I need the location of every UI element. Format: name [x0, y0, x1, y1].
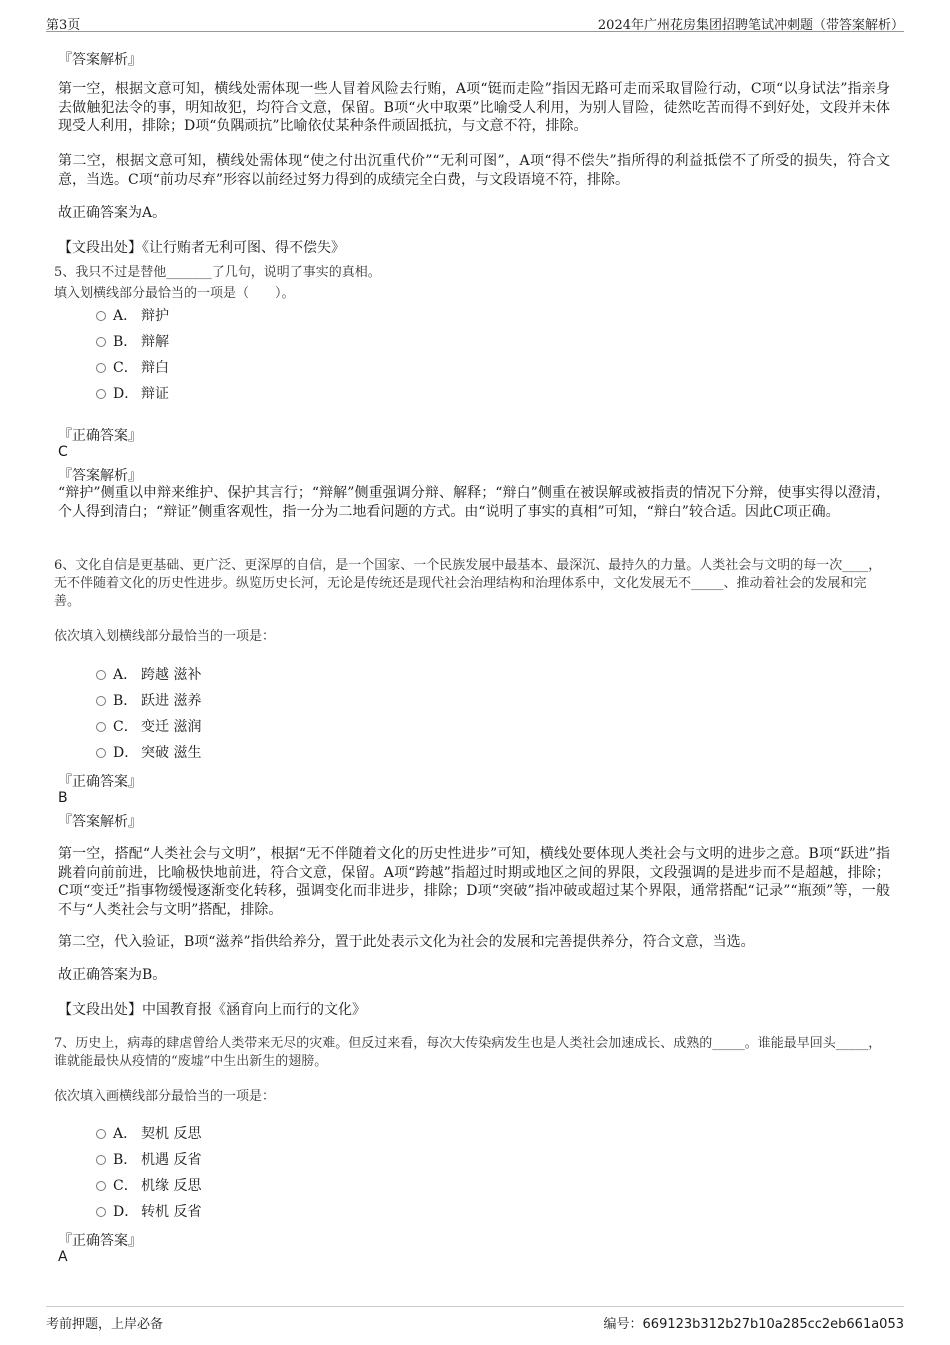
q5-correct-label: 『正确答案』 — [58, 428, 142, 444]
q4-conclusion: 故正确答案为A。 — [58, 205, 167, 221]
q7-answer: A — [58, 1249, 68, 1265]
q4-analysis-label: 『答案解析』 — [58, 52, 142, 68]
q5-prompt: 填入划横线部分最恰当的一项是（ ）。 — [54, 286, 295, 301]
q6-correct-label: 『正确答案』 — [58, 774, 142, 790]
q7-option-c[interactable]: C． 机缘 反思 — [96, 1177, 201, 1195]
radio-icon[interactable] — [96, 1181, 106, 1191]
q6-option-a[interactable]: A． 跨越 滋补 — [96, 666, 201, 684]
q5-stem: 5、我只不过是替他_______了几句，说明了事实的真相。 — [54, 265, 381, 280]
radio-icon[interactable] — [96, 670, 106, 680]
radio-icon[interactable] — [96, 1207, 106, 1217]
q4-analysis-para1: 第一空，根据文意可知，横线处需体现一些人冒着风险去行贿，A项“铤而走险”指因无路可走而采取冒险行动，C项“以身试法”指亲身去做触犯法令的事，明知故犯，均符合文意，保留。B项“火中取栗”比喻受人利用，为别人冒险，徒然吃苦而得不到好处，文段并未体现受人利用，排除；D项“负隅顽抗”比喻依仗某种条件顽固抵抗，与文意不符，排除。 — [58, 81, 890, 134]
q6-stem: 6、文化自信是更基础、更广泛、更深厚的自信，是一个国家、一个民族发展中最基本、最深沉、最持久的力量。人类社会与文明的每一次____，无不伴随着文化的历史性进步。纵览历史长河，无论是传统还是现代社会治理结构和治理体系中，文化发展无不_____、推动着社会的发展和完善。 — [54, 558, 882, 609]
q7-correct-label: 『正确答案』 — [58, 1233, 142, 1249]
q5-option-b[interactable]: B． 辩解 — [96, 333, 169, 351]
radio-icon[interactable] — [96, 1155, 106, 1165]
q7-option-a[interactable]: A． 契机 反思 — [96, 1125, 201, 1143]
radio-icon[interactable] — [96, 337, 106, 347]
q4-analysis-para2: 第二空，根据文意可知，横线处需体现“使之付出沉重代价”“无利可图”，A项“得不偿失”指所得的利益抵偿不了所受的损失，符合文意，当选。C项“前功尽弃”形容以前经过努力得到的成绩完全白费，与文段语境不符，排除。 — [58, 153, 890, 188]
q5-option-d[interactable]: D． 辩证 — [96, 385, 169, 403]
page-number: 第3页 — [46, 18, 81, 33]
q6-option-b[interactable]: B． 跃进 滋养 — [96, 692, 201, 710]
document-code: 编号：669123b312b27b10a285cc2eb661a053 — [603, 1317, 904, 1332]
q7-stem: 7、历史上，病毒的肆虐曾给人类带来无尽的灾难。但反过来看，每次大传染病发生也是人类社会加速成长、成熟的_____。谁能最早回头_____，谁就能最快从疫情的“废墟”中生出新生的翅膀。 — [54, 1036, 882, 1069]
q5-answer: C — [58, 444, 68, 460]
document-title: 2024年广州花房集团招聘笔试冲刺题（带答案解析） — [597, 18, 904, 33]
q6-prompt: 依次填入划横线部分最恰当的一项是： — [54, 629, 276, 644]
q5-analysis-label: 『答案解析』 — [58, 468, 142, 484]
q6-option-c[interactable]: C． 变迁 滋润 — [96, 718, 201, 736]
q6-answer: B — [58, 790, 68, 806]
radio-icon[interactable] — [96, 722, 106, 732]
q6-analysis-label: 『答案解析』 — [58, 814, 142, 830]
q4-source: 【文段出处】《让行贿者无利可图、得不偿失》 — [58, 240, 345, 256]
q6-source: 【文段出处】中国教育报《涵育向上而行的文化》 — [58, 1002, 366, 1018]
page-header — [46, 12, 904, 32]
q7-prompt: 依次填入画横线部分最恰当的一项是： — [54, 1089, 276, 1104]
radio-icon[interactable] — [96, 696, 106, 706]
q5-analysis: “辩护”侧重以申辩来维护、保护其言行；“辩解”侧重强调分辩、解释；“辩白”侧重在被误解或被指责的情况下分辩，使事实得以澄清，个人得到清白；“辩证”侧重客观性，指一分为二地看问题的方式。由“说明了事实的真相”可知，“辩白”较合适。因此C项正确。 — [58, 485, 890, 520]
q6-option-d[interactable]: D． 突破 滋生 — [96, 744, 201, 762]
q6-analysis-para2: 第二空，代入验证，B项“滋养”指供给养分，置于此处表示文化为社会的发展和完善提供养分，符合文意，当选。 — [58, 934, 755, 950]
radio-icon[interactable] — [96, 311, 106, 321]
radio-icon[interactable] — [96, 389, 106, 399]
q5-option-c[interactable]: C． 辩白 — [96, 359, 169, 377]
q7-option-b[interactable]: B． 机遇 反省 — [96, 1151, 201, 1169]
radio-icon[interactable] — [96, 363, 106, 373]
radio-icon[interactable] — [96, 1129, 106, 1139]
q6-analysis-para1: 第一空，搭配“人类社会与文明”，根据“无不伴随着文化的历史性进步”可知，横线处要体现人类社会与文明的进步之意。B项“跃进”指跳着向前前进，比喻极快地前进，符合文意，保留。A项“跨越”指超过时期或地区之间的界限，文段强调的是进步而不是超越，排除；C项“变迁”指事物缓慢逐渐变化转移，强调变化而非进步，排除；D项“突破”指冲破或超过某个界限，通常搭配“记录”“瓶颈”等，一般不与“人类社会与文明”搭配，排除。 — [58, 846, 890, 918]
radio-icon[interactable] — [96, 748, 106, 758]
q7-option-d[interactable]: D． 转机 反省 — [96, 1203, 201, 1221]
footer-slogan: 考前押题，上岸必备 — [46, 1317, 164, 1332]
q5-option-a[interactable]: A． 辩护 — [96, 307, 169, 325]
page-footer — [46, 1306, 904, 1332]
q6-conclusion: 故正确答案为B。 — [58, 967, 167, 983]
